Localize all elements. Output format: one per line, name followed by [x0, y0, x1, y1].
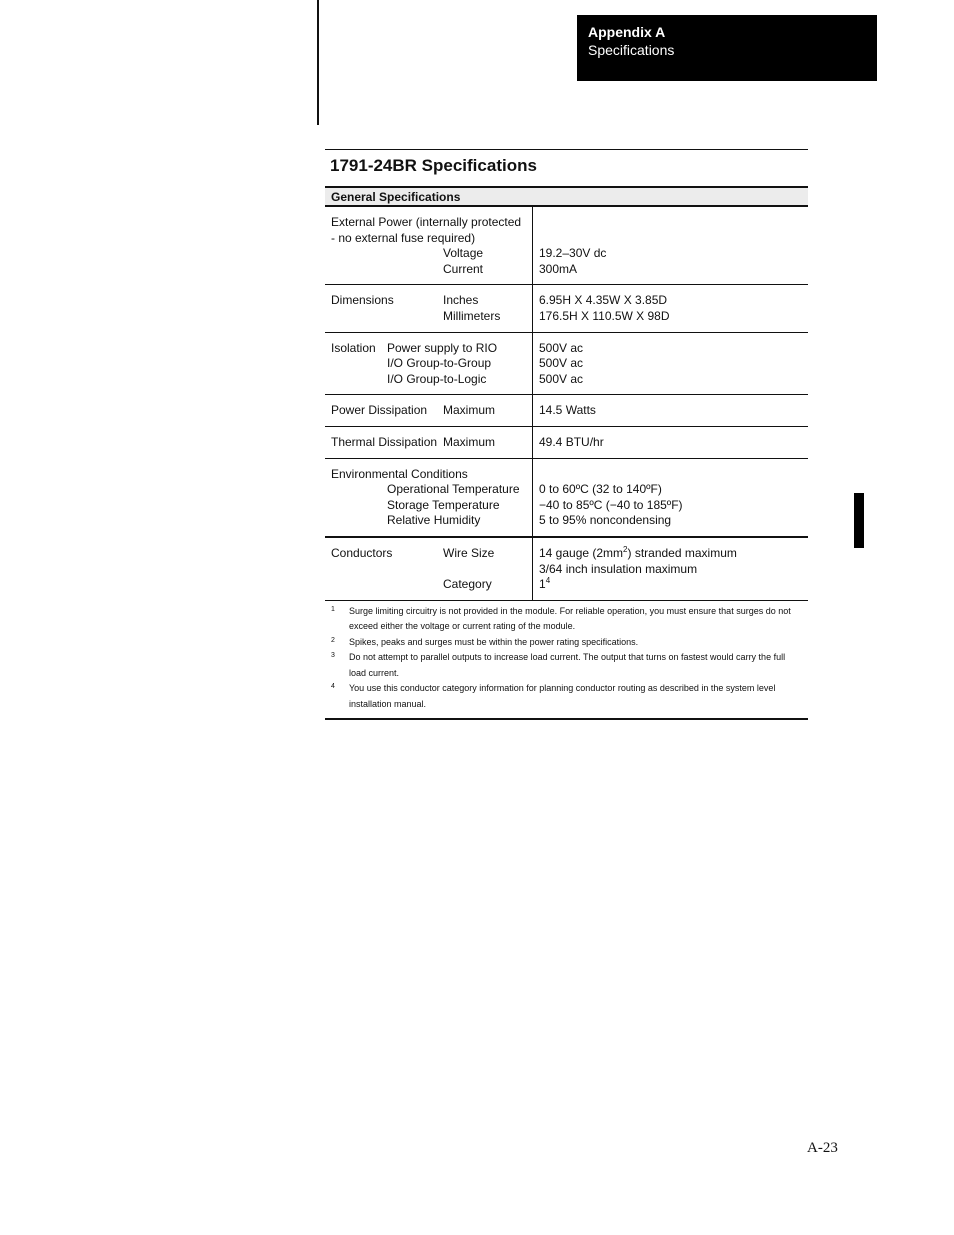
table-row-isolation: [325, 332, 808, 395]
environmental-val2: −40 to 85ºC (−40 to 185ºF): [539, 497, 683, 512]
power-dissipation-value: 14.5 Watts: [539, 403, 596, 418]
footnote-item: 2 Spikes, peaks and surges must be within the power rating specifications.: [331, 636, 639, 647]
environmental-label: Environmental Conditions: [331, 466, 468, 481]
footnote-item: 4 You use this conductor category information for planning conductor routing as described in the system level installation manual.: [331, 683, 776, 709]
isolation-sub1: Power supply to RIO: [387, 340, 498, 355]
wire-size-label: Wire Size: [443, 545, 495, 560]
table-row-external-power: [325, 207, 808, 285]
thumb-tab-marker: [854, 493, 864, 548]
general-specs-heading: General Specifications: [325, 186, 808, 207]
isolation-val2: 500V ac: [539, 356, 584, 371]
power-label-line1: External Power (internally protected: [331, 215, 522, 229]
millimeters-label: Millimeters: [443, 308, 501, 323]
environmental-val3: 5 to 95% noncondensing: [539, 513, 672, 528]
power-dissipation-sub: Maximum: [443, 403, 496, 418]
power-dissipation-label: Power Dissipation: [331, 403, 428, 418]
category-value: $1^4$: [539, 576, 551, 592]
thermal-dissipation-sub: Maximum: [443, 434, 496, 449]
current-value: 300mA: [539, 261, 578, 276]
footnote-item: 1 Surge limiting circuitry is not provided in the module. For reliable operation, you must ensure that surges do not exceed either the voltage or current rating of the module.: [331, 605, 791, 632]
table-row-thermal-dissipation: [325, 426, 808, 458]
table-row-conductors: [325, 537, 808, 600]
dimensions-label: Dimensions: [331, 293, 394, 308]
isolation-val1: 500V ac: [539, 340, 584, 355]
wire-size-value: 14 gauge $(2mm^2)$ stranded maximum: [539, 544, 737, 560]
isolation-sub3: I/O Group-to-Logic: [387, 371, 487, 386]
isolation-sub2: I/O Group-to-Group: [387, 356, 492, 371]
page-title: 1791-24BR Specifications: [330, 156, 537, 175]
category-label: Category: [443, 577, 492, 592]
isolation-val3: 500V ac: [539, 371, 584, 386]
table-row-power-dissipation: [325, 395, 808, 427]
thermal-dissipation-label: Thermal Dissipation: [331, 434, 438, 449]
margin-rule: [317, 0, 319, 125]
voltage-value: 19.2–30V dc: [539, 246, 607, 261]
environmental-sub1: Operational Temperature: [387, 482, 520, 497]
insulation-value: 3/64 inch insulation maximum: [539, 561, 698, 576]
environmental-sub2: Storage Temperature: [387, 497, 500, 512]
spec-section: [325, 149, 808, 720]
power-label-line2: - no external fuse required): [331, 230, 476, 245]
page-number: A-23: [807, 1140, 838, 1156]
thermal-dissipation-value: 49.4 BTU/hr: [539, 434, 604, 449]
footnote-item: 3 Do not attempt to parallel outputs to increase load current. The output that turns on fastest would carry the full load current.: [331, 652, 786, 678]
conductors-label: Conductors: [331, 545, 393, 560]
inches-value: 6.95H X 4.35W X 3.85D: [539, 293, 668, 308]
inches-label: Inches: [443, 293, 479, 308]
current-label: Current: [443, 261, 484, 276]
voltage-label: Voltage: [443, 246, 484, 261]
top-divider: [325, 149, 808, 150]
millimeters-value: 176.5H X 110.5W X 98D: [539, 308, 670, 323]
chapter-header: [577, 15, 877, 81]
isolation-label: Isolation: [331, 340, 376, 355]
footnotes: [325, 601, 808, 721]
environmental-sub3: Relative Humidity: [387, 513, 481, 528]
table-row-dimensions: [325, 285, 808, 332]
section-label: Specifications: [588, 42, 675, 58]
environmental-val1: 0 to 60ºC (32 to 140ºF): [539, 482, 662, 497]
appendix-label: Appendix A: [588, 24, 666, 40]
spec-table: [325, 207, 808, 601]
table-row-environmental: [325, 458, 808, 537]
